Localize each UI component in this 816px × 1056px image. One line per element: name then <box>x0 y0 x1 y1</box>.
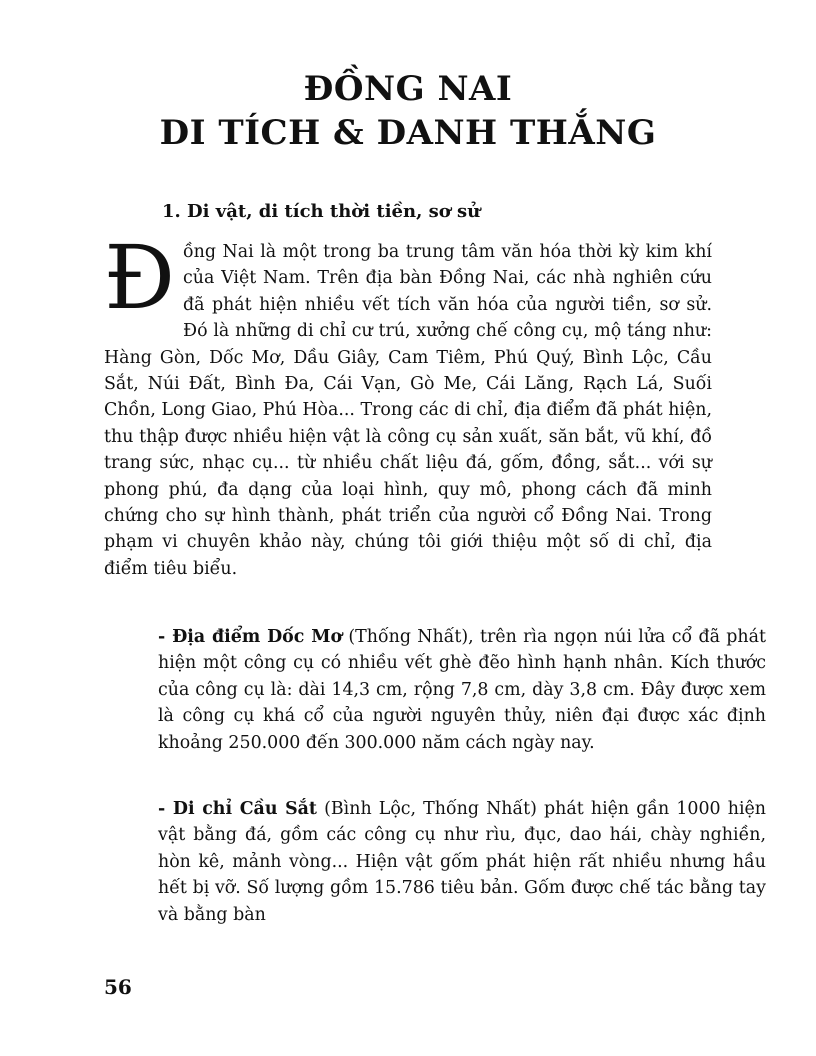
paragraph-doc-mo-text: (Thống Nhất), trên rìa ngọn núi lửa cổ đã phát hiện một công cụ có nhiều vết ghè đẽo hình hạnh nhân. Kích thước của công cụ là: dài 14,3 cm, rộng 7,8 cm, dày 3,8 cm. Đây được xem là công cụ khá cổ của người nguyên thủy, niên đại được xác định khoảng 250.000 đến 300.000 năm cách ngày nay. <box>158 627 766 753</box>
page-number: 56 <box>104 975 132 999</box>
paragraph-cau-sat-text: (Bình Lộc, Thống Nhất) phát hiện gần 1000 hiện vật bằng đá, gồm các công cụ như rìu, đục, dao hái, chày nghiền, hòn kê, mảnh vòng... Hiện vật gốm phát hiện rất nhiều nhưng hầu hết bị vỡ. Số lượng gồm 15.786 tiêu bản. Gốm được chế tác bằng tay và bằng bàn <box>158 799 767 925</box>
site-name-cau-sat: - Di chỉ Cầu Sắt <box>158 799 317 819</box>
paragraph-intro-text: ồng Nai là một trong ba trung tâm văn hóa thời kỳ kim khí của Việt Nam. Trên địa bàn Đồng Nai, các nhà nghiên cứu đã phát hiện nhiều vết tích văn hóa của người tiền, sơ sử. Đó là những di chỉ cư trú, xưởng chế công cụ, mộ táng như: Hàng Gòn, Dốc Mơ, Dầu Giây, Cam Tiêm, Phú Quý, Bình Lộc, Cầu Sắt, Núi Đất, Bình Đa, Cái Vạn, Gò Me, Cái Lăng, Rạch Lá, Suối Chồn, Long Giao, Phú Hòa... Trong các di chỉ, địa điểm đã phát hiện, thu thập được nhiều hiện vật là công cụ sản xuất, săn bắt, vũ khí, đồ trang sức, nhạc cụ... từ nhiều chất liệu đá, gốm, đồng, sắt... với sự phong phú, đa dạng của loại hình, quy mô, phong cách đã minh chứng cho sự hình thành, phát triển của người cổ Đồng Nai. Trong phạm vi chuyên khảo này, chúng tôi giới thiệu một số di chỉ, địa điểm tiêu biểu. <box>104 242 712 579</box>
paragraph-cau-sat <box>104 796 766 928</box>
paragraph-doc-mo <box>104 624 766 756</box>
page-title-line-1: ĐỒNG NAI <box>303 69 513 109</box>
section-heading: 1. Di vật, di tích thời tiền, sơ sử <box>162 201 481 222</box>
drop-cap: Đ <box>104 226 176 329</box>
paragraph-intro <box>104 226 712 582</box>
site-name-doc-mo: - Địa điểm Dốc Mơ <box>158 627 343 647</box>
page-title-line-2: DI TÍCH & DANH THẮNG <box>159 113 657 153</box>
